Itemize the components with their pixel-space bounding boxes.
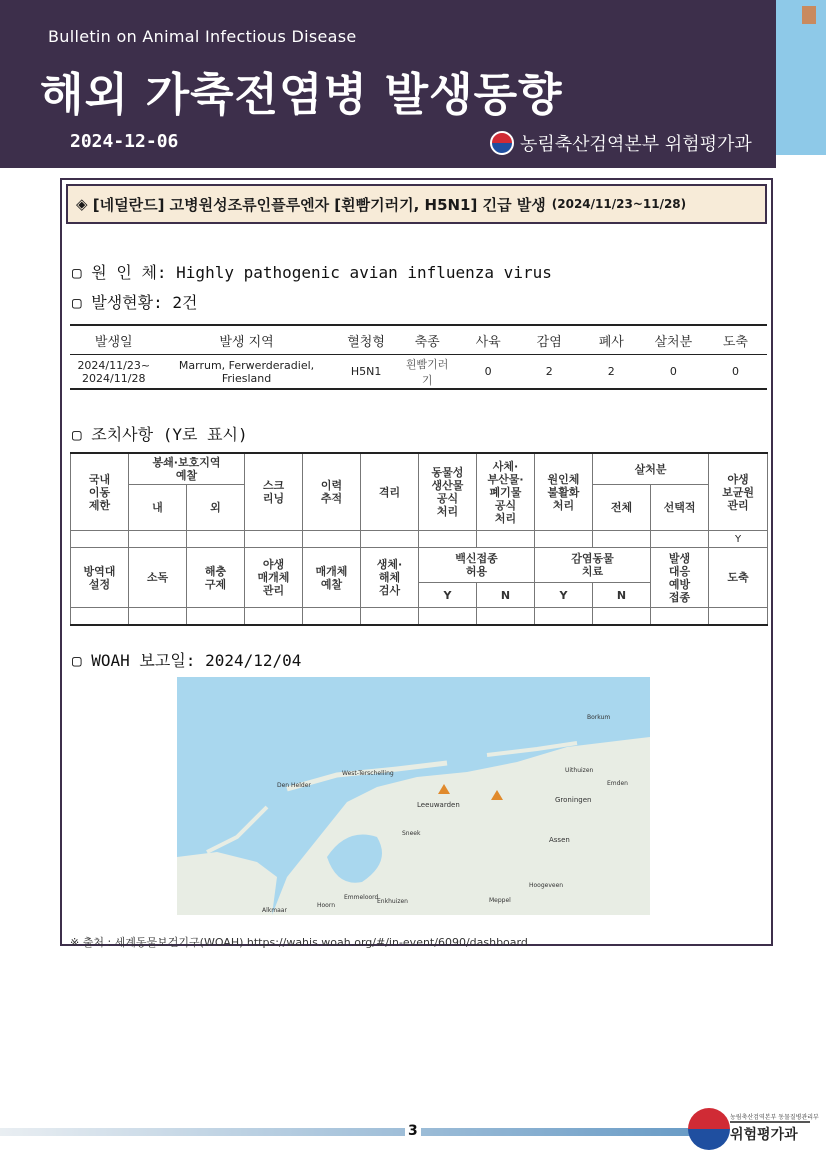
header-corner-square [802,6,816,24]
map-label: Sneek [402,830,421,837]
m-products: 동물성 생산물 공식 처리 [419,453,477,531]
m-movement: 국내 이동 제한 [71,453,129,531]
col-species: 축종 [397,325,458,355]
col-region: 발생 지역 [158,325,336,355]
cell-cases: 2 [545,365,553,378]
map-label: Uithuizen [565,767,594,774]
cell-susceptible: 0 [484,365,492,378]
m-cell [303,608,361,626]
report-title-bar [66,184,767,224]
col-susceptible: 사육 [458,325,519,355]
m-cell [245,608,303,626]
cell-culled: 0 [669,365,677,378]
m-inactivation: 원인체 불활화 처리 [535,453,593,531]
m-zone: 봉쇄·보호지역 예찰 [129,453,245,485]
m-cell [71,608,129,626]
m-cell [593,608,651,626]
m-bio-test: 생체· 해체 검사 [361,548,419,608]
source-note: ※ 출처 : 세계동물보건기구(WOAH) https://wahis.woah.org/#/in-event/6090/dashboard [70,936,528,949]
col-date: 발생일 [70,325,158,355]
map-label: Groningen [555,796,592,804]
cell-region: Marrum, Ferwerderadiel, Friesland [178,358,315,385]
outbreak-map [177,677,650,915]
m-cell [535,608,593,626]
col-culled: 살처분 [643,325,704,355]
m-cell [187,608,245,626]
m-cell [419,608,477,626]
m-treatment-y: Y [535,583,593,608]
m-vector-surv: 매개체 예찰 [303,548,361,608]
report-box [60,178,773,949]
footer-line [0,1128,690,1136]
footer-team: 위험평가과 [730,1127,798,1143]
m-culling: 살처분 [593,453,709,485]
m-cull-sel: 선택적 [651,485,709,531]
header-side-accent [776,0,826,155]
m-cell [535,531,593,548]
measures-table [70,452,768,626]
footer-department: 농림축산검역본부 동물질병관리부 [730,1114,819,1121]
map-label: Emden [607,780,628,787]
m-cell [129,531,187,548]
m-prevent: 발생 대응 예방 접종 [651,548,709,608]
map-label: Alkmaar [262,907,287,914]
m-trace: 이력 추적 [303,453,361,531]
outbreak-table [70,324,767,390]
map-label: Meppel [489,897,511,904]
m-cull-all: 전체 [593,485,651,531]
footer-divider [730,1121,810,1123]
agency-name: 농림축산검역본부 위험평가과 [520,134,752,155]
m-cell [71,531,129,548]
m-zone-in: 내 [129,485,187,531]
col-cases: 감염 [519,325,580,355]
map-label: Assen [549,836,570,844]
map-label: Hoorn [317,902,336,909]
cell-date: 2024/11/23~ 2024/11/28 [77,358,151,385]
table-row [70,355,767,390]
pathogen-line: ▢ 원 인 체: Highly pathogenic avian influenza virus [72,263,552,282]
m-cell [245,531,303,548]
page-number: 3 [405,1123,421,1139]
m-pest: 해충 구제 [187,548,245,608]
agency-label [490,130,752,156]
m-wild-vector: 야생 매개체 관리 [245,548,303,608]
bulletin-title: Bulletin on Animal Infectious Disease [48,27,357,46]
map-label: Enkhuizen [377,898,408,905]
m-buffer: 방역대 설정 [71,548,129,608]
map-label: West-Terschelling [342,770,394,777]
taeguk-logo-icon [490,131,514,155]
m-screening: 스크 리닝 [245,453,303,531]
m-cell [361,531,419,548]
footer-logo-icon [688,1108,730,1150]
m-vaccine-n: N [477,583,535,608]
map-svg [177,677,650,915]
woah-report-date: ▢ WOAH 보고일: 2024/12/04 [72,651,302,670]
outbreak-count-line: ▢ 발생현황: 2건 [72,293,198,312]
m-cell [419,531,477,548]
report-title: [네덜란드] 고병원성조류인플루엔자 [흰빰기러기, H5N1] 긴급 발생 [92,195,546,214]
cell-slaughtered: 0 [731,365,739,378]
m-cell [477,531,535,548]
map-label: Den Helder [277,782,311,789]
cell-deaths: 2 [607,365,615,378]
map-label: Borkum [587,714,611,721]
table-row [71,531,768,548]
m-carcass: 사체· 부산물· 폐기물 공식 처리 [477,453,535,531]
m-cell [361,608,419,626]
m-cell [651,531,709,548]
m-cell [129,608,187,626]
m-slaughter: 도축 [709,548,768,608]
m-cell [477,608,535,626]
col-slaughtered: 도축 [704,325,767,355]
m-cell [709,608,768,626]
map-label: Hoogeveen [529,882,564,889]
table-row [71,608,768,626]
m-disinfect: 소독 [129,548,187,608]
outbreak-table-header [70,325,767,355]
m-quarantine: 격리 [361,453,419,531]
m-vaccine: 백신접종 허용 [419,548,535,583]
publish-date: 2024-12-06 [70,131,179,152]
cell-serotype: H5N1 [350,365,382,378]
m-cell-wildlife: Y [709,531,768,548]
col-deaths: 폐사 [580,325,643,355]
m-cell [593,531,651,548]
report-period: (2024/11/23~11/28) [551,197,687,211]
page-title: 해외 가축전염병 발생동향 [40,68,563,121]
map-label: Emmeloord [344,894,379,901]
m-zone-out: 외 [187,485,245,531]
m-vaccine-y: Y [419,583,477,608]
measures-title: ▢ 조치사항 (Y로 표시) [72,425,248,444]
m-wildlife: 야생 보균원 관리 [709,453,768,531]
m-treatment: 감염동물 치료 [535,548,651,583]
diamond-icon: ◈ [76,195,88,213]
cell-species: 흰빰기러 기 [405,357,449,387]
map-label: Leeuwarden [417,801,460,809]
m-cell [651,608,709,626]
m-cell [303,531,361,548]
col-serotype: 혈청형 [336,325,397,355]
m-treatment-n: N [593,583,651,608]
m-cell [187,531,245,548]
